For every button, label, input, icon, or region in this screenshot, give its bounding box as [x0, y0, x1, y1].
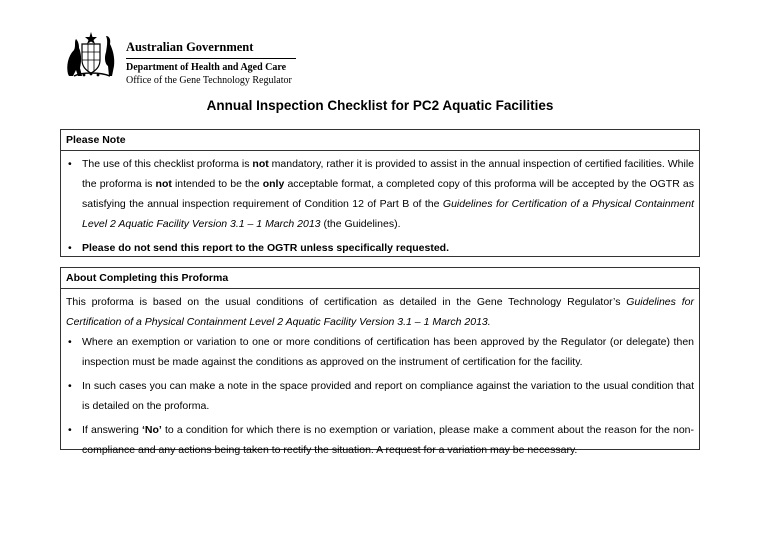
- please-note-bullet-2: • Please do not send this report to the OGTR unless specifically requested.: [66, 238, 694, 258]
- branding-divider: [126, 58, 296, 59]
- about-bullet-2: • In such cases you can make a note in the space provided and report on compliance against the variation to the usual condition that is detailed on the proforma.: [66, 376, 694, 416]
- please-note-heading: Please Note: [61, 130, 699, 151]
- about-proforma-heading: About Completing this Proforma: [61, 268, 699, 289]
- department-name: Department of Health and Aged Care: [126, 62, 287, 73]
- about-intro-paragraph: This proforma is based on the usual conditions of certification as detailed in the Gene Technology Regulator’s Guidelines for Certification of a Physical Containment Level 2 Aquatic Facility Version 3.1 – 1 March 2013.: [66, 296, 694, 328]
- government-branding: [126, 40, 296, 87]
- government-name: Australian Government: [126, 40, 254, 54]
- coat-of-arms-icon: [62, 30, 120, 80]
- please-note-box: [60, 129, 700, 257]
- please-note-bullet-1: • The use of this checklist proforma is not mandatory, rather it is provided to assist in the annual inspection of certified facilities. While the proforma is not intended to be the only acceptable format, a completed copy of this proforma will be accepted by the OGTR as satisfying the annual inspection requirement of Condition 12 of Part B of the Guidelines for Certification of a Physical Containment Level 2 Aquatic Facility Version 3.1 – 1 March 2013 (the Guidelines).: [66, 154, 694, 234]
- about-bullet-1: • Where an exemption or variation to one or more conditions of certification has been approved by the Regulator (or delegate) then inspection must be made against the conditions as approved on the instrument of certification for the facility.: [66, 332, 694, 372]
- about-bullet-3: • If answering ‘No’ to a condition for which there is no exemption or variation, please make a comment about the reason for the non-compliance and any actions being taken to rectify the situation. A request for a variation may be necessary.: [66, 420, 694, 460]
- document-title: Annual Inspection Checklist for PC2 Aquatic Facilities: [206, 98, 554, 113]
- about-proforma-box: [60, 267, 700, 456]
- office-name: Office of the Gene Technology Regulator: [126, 75, 292, 86]
